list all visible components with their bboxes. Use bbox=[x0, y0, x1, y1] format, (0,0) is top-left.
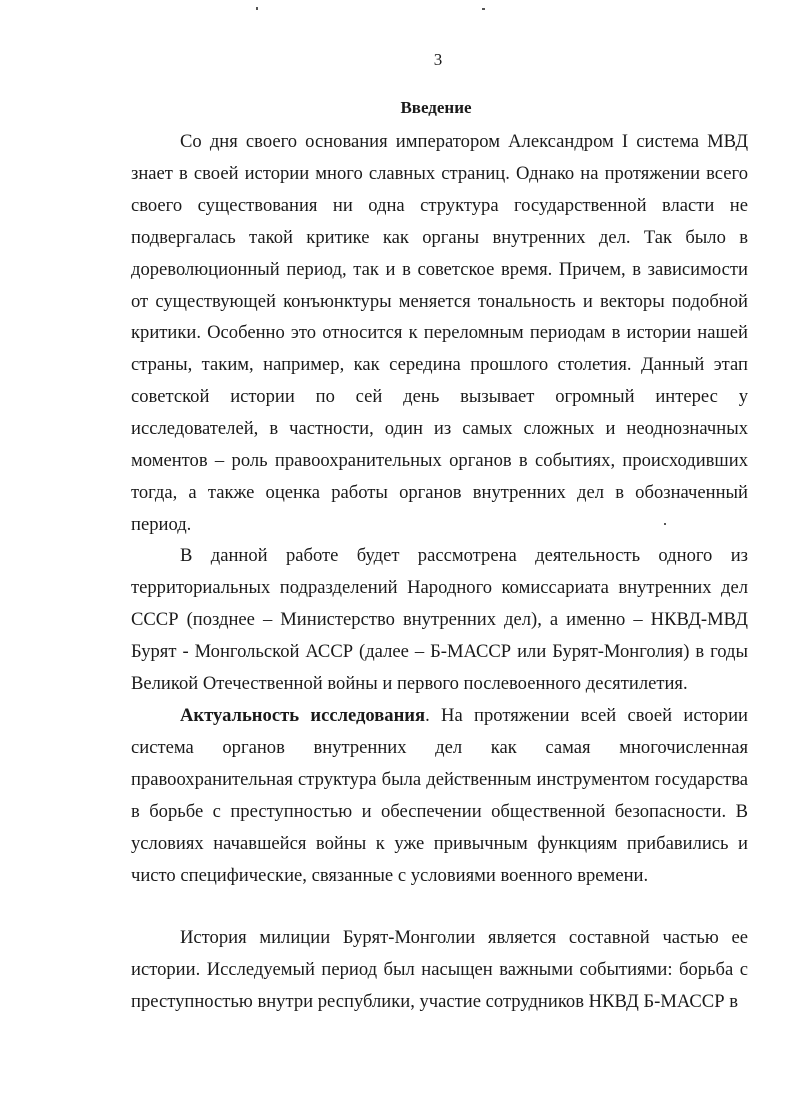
section-heading: Введение bbox=[400, 98, 472, 117]
paragraph-history bbox=[131, 922, 748, 1018]
paragraph-text: В данной работе будет рассмотрена деятельность одного из территориальных подразделений Народного комиссариата внутренних дел СССР (позднее – Министерство внутренних дел), а именно – НКВД-МВД Бурят - Монгольской АССР (далее – Б-МАССР или Бурят-Монголия) в годы Великой Отечественной войны и первого послевоенного десятилетия. bbox=[131, 545, 748, 694]
paragraph-relevance bbox=[131, 700, 748, 891]
scan-speck bbox=[256, 7, 258, 10]
paragraph-text: Со дня своего основания императором Александром I система МВД знает в своей истории много славных страниц. Однако на протяжении всего своего существования ни одна структура государственной власти не подвергалась такой критике как органы внутренних дел. Так было в дореволюционный период, так и в советское время. Причем, в зависимости от существующей конъюнктуры меняется тональность и векторы подобной критики. Особенно это относится к переломным периодам в истории нашей страны, таким, например, как середина прошлого столетия. Данный этап советской истории по сей день вызывает огромный интерес у исследователей, в частности, один из самых сложных и неоднозначных моментов – роль правоохранительных органов в событиях, происходивших тогда, а также оценка работы органов внутренних дел в обозначенный период. bbox=[131, 131, 748, 535]
paragraph-intro bbox=[131, 126, 748, 541]
paragraph-text: История милиции Бурят-Монголии является составной частью ее истории. Исследуемый период был насыщен важными событиями: борьба с преступностью внутри республики, участие сотрудников НКВД Б-МАССР в bbox=[131, 927, 748, 1012]
paragraph-text bbox=[131, 700, 748, 891]
paragraph-subject bbox=[131, 540, 748, 700]
relevance-text: . На протяжении всей своей истории система органов внутренних дел как самая многочисленная правоохранительная структура была действенным инструментом государства в борьбе с преступностью и обеспечении общественной безопасности. В условиях начавшейся войны к уже привычным функциям прибавились и чисто специфические, связанные с условиями военного времени. bbox=[131, 705, 748, 886]
scan-speck bbox=[482, 8, 485, 10]
relevance-lead: Актуальность исследования bbox=[180, 705, 426, 726]
page-number: 3 bbox=[433, 50, 443, 69]
